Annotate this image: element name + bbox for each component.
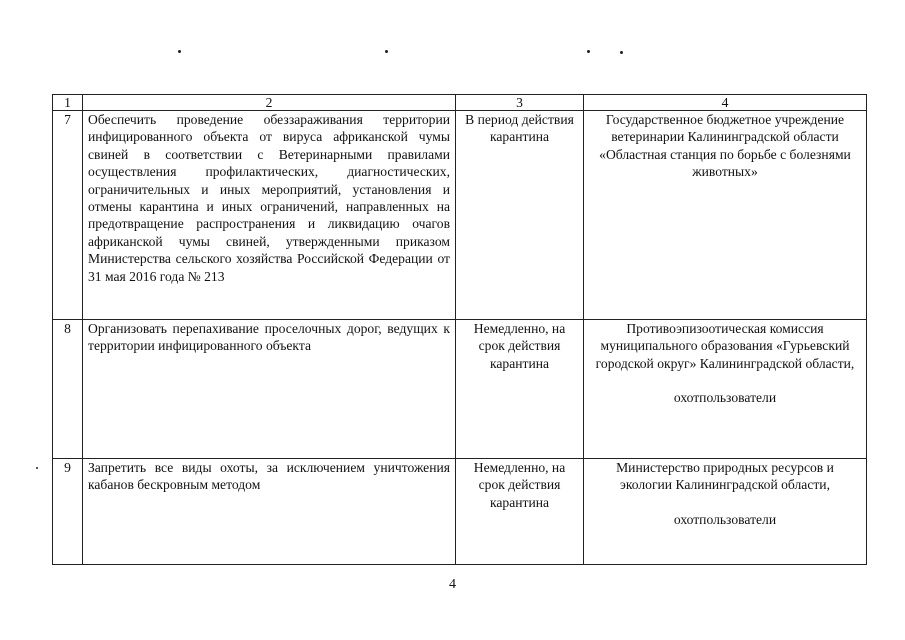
row-number: 7 [53,111,83,320]
column-header: 4 [584,95,867,111]
measure-description: Организовать перепахивание проселочных дорог, ведущих к территории инфицированного объекта [83,320,456,459]
table-row [53,320,867,459]
responsible-party: Государственное бюджетное учреждение ветеринарии Калининградской области «Областная станция по борьбе с болезнями животных» [599,112,851,180]
scan-speck [587,50,590,53]
scan-speck [36,467,38,469]
responsible-party: охотпользователи [673,390,777,406]
table-row [53,111,867,320]
row-number: 9 [53,459,83,565]
measure-description: Запретить все виды охоты, за исключением уничтожения кабанов бескровным методом [83,459,456,565]
table-row [53,459,867,565]
spacer [589,494,861,511]
scan-speck [620,51,623,54]
table-header-row [53,95,867,111]
measures-table [52,94,867,565]
measure-description: Обеспечить проведение обеззараживания территории инфицированного объекта от вируса африканской чумы свиней в соответствии с Ветеринарными правилами осуществления профилактических, диагностических, ограничительных и иных мероприятий, установления и отмены карантина и иных ограничений, направленных на предотвращение распространения и ликвидацию очагов африканской чумы свиней, утвержденными приказом Министерства сельского хозяйства Российской Федерации от 31 мая 2016 года № 213 [83,111,456,320]
column-header: 3 [456,95,584,111]
column-header: 2 [83,95,456,111]
scan-speck [178,50,181,53]
measure-term: Немедленно, на срок действия карантина [456,459,584,565]
spacer [589,372,861,389]
measure-responsible [584,459,867,565]
measure-term: В период действия карантина [456,111,584,320]
responsible-party: Противоэпизоотическая комиссия муниципального образования «Гурьевский городской округ» Калининградской области, [595,321,855,371]
row-number: 8 [53,320,83,459]
measure-term: Немедленно, на срок действия карантина [456,320,584,459]
page-number: 4 [449,577,456,592]
measure-responsible [584,320,867,459]
measure-responsible [584,111,867,320]
scan-speck [385,50,388,53]
column-header: 1 [53,95,83,111]
responsible-party: Министерство природных ресурсов и экологии Калининградской области, [616,460,834,493]
responsible-party: охотпользователи [673,511,777,527]
